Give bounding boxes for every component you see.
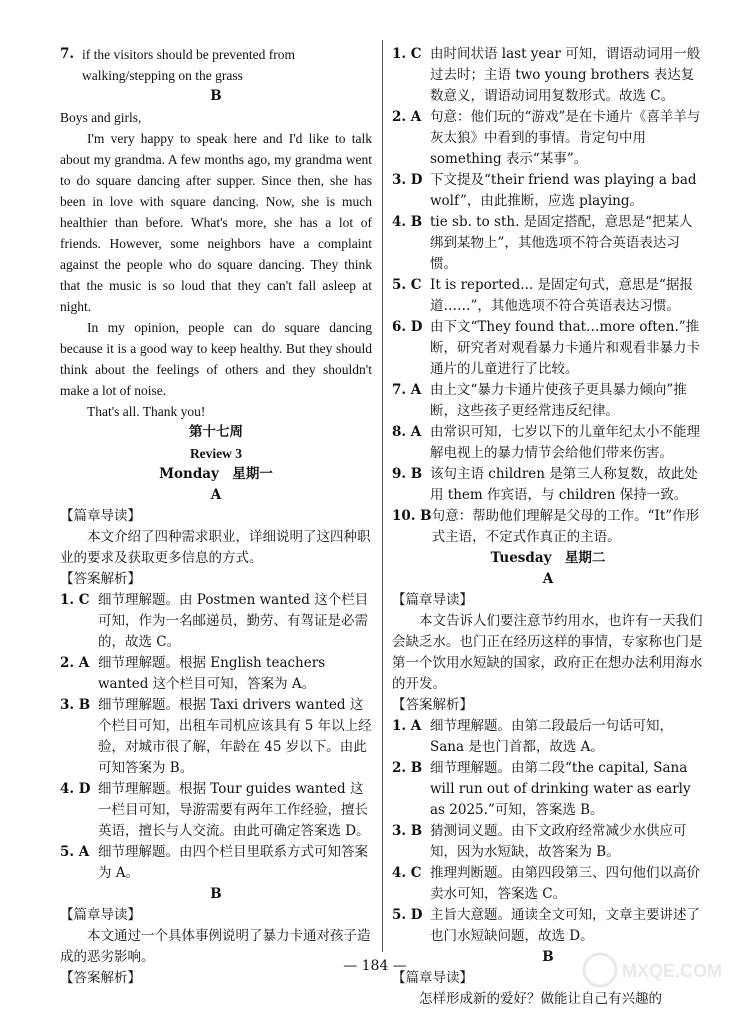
review-title: Review 3 (189, 446, 243, 461)
guide-label: 【篇章导读】 (392, 592, 473, 608)
answer-number: 7. (60, 46, 75, 62)
answer-number: 1. A (392, 718, 422, 734)
section-heading: A (210, 487, 222, 503)
letter-closing: That's all. Thank you! (87, 404, 206, 419)
analysis-label: 【答案解析】 (392, 697, 473, 713)
guide-label: 【篇章导读】 (60, 907, 141, 923)
answer-number: 2. A (60, 655, 90, 671)
guide-text: 本文介绍了四种需求职业，详细说明了这四种职业的要求及获取更多信息的方式。 (60, 529, 371, 566)
answer-number: 5. C (392, 277, 422, 293)
answer-text: 细节理解题。由第二段“the capital, Sana will run out of drinking water as early as 2025.”可知，答案选 B。 (430, 760, 691, 818)
section-heading: B (542, 949, 554, 965)
watermark-logo (580, 945, 730, 995)
answer-text: 由常识可知，七岁以下的儿童年纪太小不能理解电视上的暴力情节会给他们带来伤害。 (430, 424, 700, 461)
column-divider (382, 40, 383, 952)
answer-number: 4. C (392, 865, 422, 881)
answer-number: 4. B (392, 214, 423, 230)
guide-label: 【篇章导读】 (60, 508, 141, 524)
answer-item (392, 317, 704, 380)
answer-number: 8. A (392, 424, 422, 440)
section-heading: A (542, 571, 554, 587)
answer-text: 细节理解题。由 Postmen wanted 这个栏目可知，作为一名邮递员，勤劳、有驾证是必需的，故选 C。 (98, 592, 369, 650)
answer-list (392, 716, 704, 947)
answer-item (392, 107, 704, 170)
answer-number: 1. C (60, 592, 90, 608)
answer-list (60, 590, 372, 884)
answer-item (392, 863, 704, 905)
answer-text: 细节理解题。由第二段最后一句话可知，Sana 是也门首都，故选 A。 (430, 718, 673, 755)
answer-text: 细节理解题。根据 Tour guides wanted 这一栏目可知，导游需要有两年工作经验，擅长英语，擅长与人交流。由此可确定答案选 D。 (98, 781, 370, 839)
guide-text: 本文告诉人们要注意节约用水，也许有一天我们会缺乏水。也门正在经历这样的事情，专家称也门是第一个饮用水短缺的国家，政府正在想办法利用海水的开发。 (392, 613, 703, 692)
answer-text: 主旨大意题。通读全文可知，文章主要讲述了也门水短缺问题，故选 D。 (430, 907, 700, 944)
right-column (392, 44, 704, 1010)
guide-text: 怎样形成新的爱好？做能让自己有兴趣的 (419, 991, 662, 1007)
answer-item (392, 821, 704, 863)
letter-paragraph: I'm very happy to speak here and I'd like to talk about my grandma. A few months ago, my grandma went to do square dancing after supper. Since then, she has been in love with square dancing. Now, she is much healthier than before. What's more, she has a lot of friends. However, some neighbors have a complaint against the people who do square dancing. They think that the music is so loud that they can't fall asleep at night. (60, 131, 372, 314)
answer-text: 下文提及“their friend was playing a bad wolf”，由此推断，应选 playing。 (430, 172, 697, 209)
letter-paragraph: In my opinion, people can do square dancing because it is a good way to keep healthy. But they should think about the feelings of others and they shouldn't make a lot of noise. (60, 320, 372, 398)
answer-item (60, 779, 372, 842)
day-title: Monday 星期一 (159, 466, 273, 482)
answer-number: 3. B (392, 823, 423, 839)
answer-item (392, 905, 704, 947)
answer-item (60, 695, 372, 779)
section-heading: B (210, 886, 222, 902)
answer-text: 该句主语 children 是第三人称复数，故此处用 them 作宾语，与 children 保持一致。 (430, 466, 698, 503)
answer-number: 9. B (392, 466, 423, 482)
letter-greeting: Boys and girls, (60, 110, 142, 125)
answer-number: 6. D (392, 319, 423, 335)
answer-item (392, 758, 704, 821)
answer-text: 由上文“暴力卡通片使孩子更具暴力倾向”推断，这些孩子更经常违反纪律。 (430, 382, 687, 419)
answer-item (392, 212, 704, 275)
analysis-label: 【答案解析】 (60, 571, 141, 587)
left-column (60, 44, 372, 989)
answer-text: 句意：帮助他们理解是父母的工作。“It”作形式主语，不定式作真正的主语。 (431, 508, 700, 545)
answer-list (392, 44, 704, 548)
answer-text: 句意：他们玩的“游戏”是在卡通片《喜羊羊与灰太狼》中看到的事情。肯定句中用 something 表示“某事”。 (430, 109, 701, 167)
answer-item (392, 716, 704, 758)
day-title: Tuesday 星期二 (490, 550, 606, 566)
answer-item (392, 464, 704, 506)
answer-number: 10. B (392, 508, 432, 524)
answer-text: 由时间状语 last year 可知，谓语动词用一般过去时；主语 two young brothers 表达复数意义，谓语动词用复数形式。故选 C。 (430, 46, 701, 104)
answer-item (392, 170, 704, 212)
page-number: — 184 — (343, 958, 407, 974)
answer-item (392, 380, 704, 422)
answer-item (392, 44, 704, 107)
answer-number: 3. D (392, 172, 423, 188)
answer-text: 猜测词义题。由下文政府经常减少水供应可知，因为水短缺，故答案为 B。 (430, 823, 687, 860)
answer-number: 7. A (392, 382, 422, 398)
answer-item (392, 506, 704, 548)
guide-label: 【篇章导读】 (392, 970, 473, 986)
answer-number: 5. A (60, 844, 90, 860)
guide-text: 本文通过一个具体事例说明了暴力卡通对孩子造成的恶劣影响。 (60, 928, 371, 965)
section-heading: B (210, 88, 222, 104)
answer-item (60, 590, 372, 653)
answer-text: 由下文“They found that…more often.”推断，研究者对观看暴力卡通片和观看非暴力卡通片的儿童进行了比较。 (430, 319, 700, 377)
answer-text: It is reported... 是固定句式，意思是“据报道……”，其他选项不符合英语表达习惯。 (430, 277, 693, 314)
analysis-label: 【答案解析】 (60, 970, 141, 986)
answer-item (60, 653, 372, 695)
watermark-text: MXQE.COM (622, 961, 723, 981)
answer-number: 1. C (392, 46, 422, 62)
answer-text: 细节理解题。由四个栏目里联系方式可知答案为 A。 (98, 844, 368, 881)
answer-number: 2. A (392, 109, 422, 125)
answer-text: tie sb. to sth. 是固定搭配，意思是“把某人绑到某物上”，其他选项不符合英语表达习惯。 (430, 214, 693, 272)
answer-number: 4. D (60, 781, 91, 797)
answer-number: 3. B (60, 697, 91, 713)
answer-text: if the visitors should be prevented from walking/stepping on the grass (82, 47, 295, 83)
answer-item (60, 44, 372, 86)
answer-number: 5. D (392, 907, 423, 923)
answer-item (392, 275, 704, 317)
answer-text: 细节理解题。根据 English teachers wanted 这个栏目可知，答案为 A。 (98, 655, 326, 692)
answer-item (392, 422, 704, 464)
answer-text: 细节理解题。根据 Taxi drivers wanted 这个栏目可知，出租车司机应该具有 5 年以上经验，对城市很了解，年龄在 45 岁以下。由此可知答案为 B。 (98, 697, 372, 776)
answer-number: 2. B (392, 760, 423, 776)
answer-text: 推理判断题。由第四段第三、四句他们以高价卖水可知，答案选 C。 (430, 865, 700, 902)
answer-item (60, 842, 372, 884)
week-title: 第十七周 (189, 424, 243, 440)
